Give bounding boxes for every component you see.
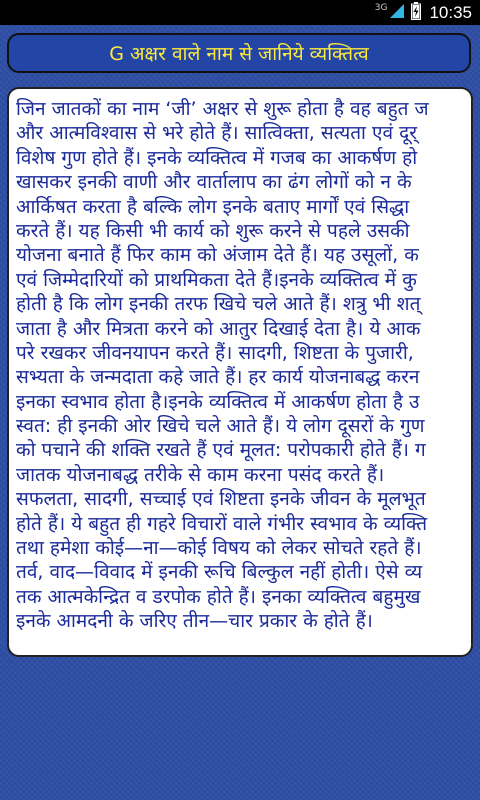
text-line: स्वत: ही इनकी ओर खिचे चले आते हैं। ये लोग दूसरों के गुण bbox=[16, 415, 425, 438]
content-panel[interactable] bbox=[7, 87, 473, 657]
text-line: जिन जातकों का नाम ‘जी’ अक्षर से शुरू होता है वह बहुत ज bbox=[16, 98, 429, 120]
text-line: तक आत्मकेन्द्रित व डरपोक होते हैं। इनका व्यक्तित्व बहुमुख bbox=[16, 585, 421, 608]
text-line: और आत्मविश्वास से भरे होते हैं। सात्विक्ता, सत्यता एवं दूर् bbox=[16, 122, 417, 145]
page-title: G अक्षर वाले नाम से जानिये व्यक्तित्व bbox=[109, 43, 369, 65]
text-line: होते हैं। ये बहुत ही गहरे विचारों वाले गंभीर स्वभाव के व्यक्ति bbox=[16, 512, 428, 535]
text-line: तर्व, वाद—विवाद में इनकी रूचि बिल्कुल नहीं होती। ऐसे व्य bbox=[16, 561, 423, 584]
text-line: होती है कि लोग इनकी तरफ खिचे चले आते हैं। शत्रु भी शत् bbox=[16, 293, 421, 316]
text-line: तथा हमेशा कोई—ना—कोई विषय को लेकर सोचते रहते हैं। bbox=[16, 537, 422, 560]
article-text bbox=[16, 97, 473, 634]
signal-strength-icon bbox=[389, 3, 405, 23]
clock: 10:35 bbox=[429, 2, 472, 22]
status-bar bbox=[0, 0, 480, 25]
text-line: जाता है और मित्रता करने को आतुर दिखाई देता है। ये आक bbox=[16, 317, 421, 340]
text-line: करते हैं। यह किसी भी कार्य को शुरू करने से पहले उसकी bbox=[16, 219, 410, 242]
text-line: खासकर इनकी वाणी और वार्तालाप का ढंग लोगों को न के bbox=[16, 171, 412, 194]
title-bar bbox=[7, 33, 471, 73]
text-line: सभ्यता के जन्मदाता कहे जाते हैं। हर कार्य योजनाबद्ध करन bbox=[16, 366, 420, 389]
text-line: सफलता, सादगी, सच्चाई एवं शिष्टता इनके जीवन के मूलभूत bbox=[16, 488, 426, 511]
network-type-label: 3G bbox=[374, 2, 388, 13]
text-line: परे रखकर जीवनयापन करते हैं। सादगी, शिष्टता के पुजारी, bbox=[16, 341, 414, 364]
text-line: एवं जिम्मेदारियों को प्राथमिकता देते हैं।इनके व्यक्तित्व में कु bbox=[16, 268, 417, 291]
text-line: जातक योजनाबद्ध तरीके से काम करना पसंद करते हैं। bbox=[16, 463, 385, 486]
text-line: को पचाने की शक्ति रखते हैं एवं मूलत: परोपकारी होते हैं। ग bbox=[16, 439, 426, 462]
text-line: योजना बनाते हैं फिर काम को अंजाम देते हैं। यह उसूलों, क bbox=[16, 244, 419, 267]
text-line: इनके आमदनी के जरिए तीन—चार प्रकार के होते हैं। bbox=[16, 610, 373, 633]
text-line: इनका स्वभाव होता है।इनके व्यक्तित्व में आकर्षण होता है उ bbox=[16, 390, 420, 413]
status-icons bbox=[375, 0, 472, 25]
text-line: आर्किषत करता है बल्कि लोग इनके बताए मार्गों एवं सिद्धा bbox=[16, 195, 410, 218]
battery-charging-icon bbox=[411, 2, 421, 24]
text-line: विशेष गुण होते हैं। इनके व्यक्तित्व में गजब का आकर्षण हो bbox=[16, 146, 418, 169]
